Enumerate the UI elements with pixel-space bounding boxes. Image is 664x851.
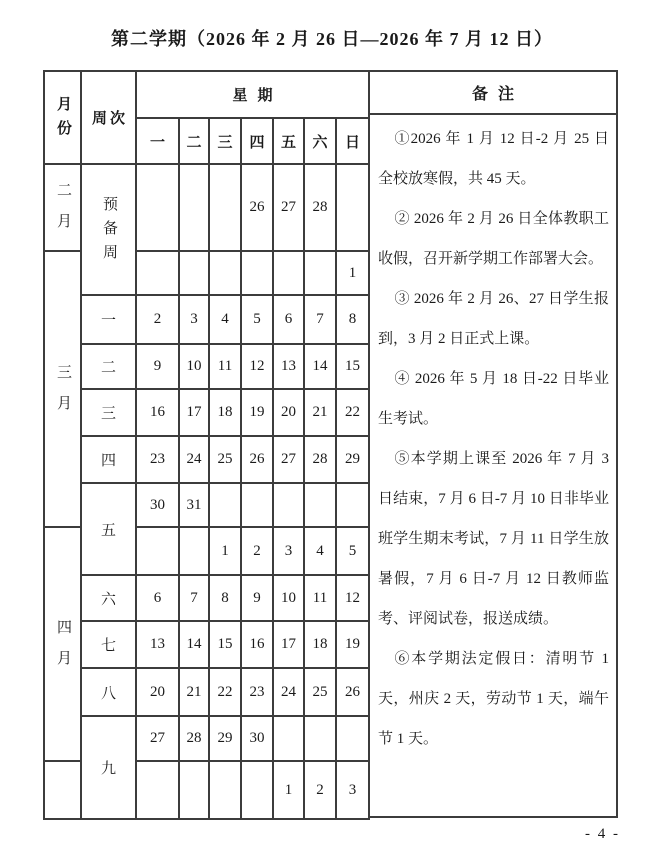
date-cell: 6 [136, 575, 179, 621]
date-cell: 24 [179, 436, 209, 483]
date-cell [273, 251, 304, 295]
date-cell [136, 761, 179, 819]
date-cell: 12 [241, 344, 273, 389]
date-cell: 9 [241, 575, 273, 621]
date-cell: 28 [304, 436, 336, 483]
week-label-prep: 预备周 [81, 164, 136, 295]
date-cell: 9 [136, 344, 179, 389]
weekday-header-sun: 日 [336, 118, 369, 164]
date-cell: 11 [209, 344, 241, 389]
page-title: 第二学期（2026 年 2 月 26 日—2026 年 7 月 12 日） [111, 29, 553, 49]
date-cell: 13 [273, 344, 304, 389]
date-cell [304, 251, 336, 295]
date-cell: 5 [241, 295, 273, 344]
date-cell [241, 251, 273, 295]
notes-column [370, 70, 618, 818]
date-cell: 3 [179, 295, 209, 344]
week-column-header: 周次 [81, 71, 136, 164]
date-cell: 20 [136, 668, 179, 716]
week-label-4: 四 [81, 436, 136, 483]
weekday-group-header: 星期 [136, 71, 369, 118]
date-cell: 27 [136, 716, 179, 761]
date-cell [179, 251, 209, 295]
date-cell: 4 [304, 527, 336, 575]
date-cell: 3 [273, 527, 304, 575]
date-cell: 10 [179, 344, 209, 389]
date-cell: 29 [209, 716, 241, 761]
note-item-2: ② 2026 年 2 月 26 日全体教职工收假，召开新学期工作部署大会。 [378, 211, 609, 267]
date-cell [179, 527, 209, 575]
date-cell [179, 164, 209, 251]
date-cell: 2 [304, 761, 336, 819]
table-row [44, 668, 369, 716]
date-cell [136, 527, 179, 575]
calendar-grid [43, 70, 370, 820]
notes-header: 备注 [370, 72, 616, 115]
date-cell: 10 [273, 575, 304, 621]
date-cell: 30 [136, 483, 179, 527]
table-row [44, 295, 369, 344]
date-cell: 28 [179, 716, 209, 761]
date-cell: 1 [336, 251, 369, 295]
weekday-header-mon: 一 [136, 118, 179, 164]
table-row [44, 575, 369, 621]
note-item-5: ⑤本学期上课至 2026 年 7 月 3 日结束，7 月 6 日-7 月 10 日非毕业班学生期末考试，7 月 11 日学生放暑假，7 月 6 日-7 月 12 日教师监考、评阅试卷，报送成绩。 [378, 451, 609, 627]
date-cell: 22 [336, 389, 369, 436]
date-cell: 20 [273, 389, 304, 436]
date-cell [209, 761, 241, 819]
date-cell [241, 761, 273, 819]
date-cell: 12 [336, 575, 369, 621]
week-label-1: 一 [81, 295, 136, 344]
table-row [44, 389, 369, 436]
date-cell [241, 483, 273, 527]
date-cell [273, 716, 304, 761]
table-row [44, 621, 369, 668]
date-cell [336, 483, 369, 527]
date-cell: 21 [304, 389, 336, 436]
date-cell [209, 483, 241, 527]
date-cell: 18 [304, 621, 336, 668]
date-cell [336, 716, 369, 761]
date-cell: 17 [273, 621, 304, 668]
date-cell [304, 716, 336, 761]
date-cell [179, 761, 209, 819]
date-cell: 2 [136, 295, 179, 344]
date-cell: 22 [209, 668, 241, 716]
date-cell: 1 [273, 761, 304, 819]
date-cell: 26 [241, 164, 273, 251]
date-cell [273, 483, 304, 527]
note-item-6: ⑥本学期法定假日：清明节 1 天，州庆 2 天，劳动节 1 天，端午节 1 天。 [378, 651, 609, 747]
date-cell: 19 [241, 389, 273, 436]
week-label-5: 五 [81, 483, 136, 575]
weekday-header-wed: 三 [209, 118, 241, 164]
table-row [44, 483, 369, 527]
date-cell [336, 164, 369, 251]
month-label-empty [44, 761, 81, 819]
week-label-3: 三 [81, 389, 136, 436]
week-label-7: 七 [81, 621, 136, 668]
date-cell: 16 [136, 389, 179, 436]
month-label-apr: 四月 [44, 527, 81, 761]
date-cell: 16 [241, 621, 273, 668]
date-cell: 30 [241, 716, 273, 761]
notes-body [370, 115, 616, 816]
week-label-6: 六 [81, 575, 136, 621]
date-cell: 31 [179, 483, 209, 527]
date-cell: 8 [336, 295, 369, 344]
month-label-mar: 三月 [44, 251, 81, 527]
date-cell: 21 [179, 668, 209, 716]
date-cell: 14 [179, 621, 209, 668]
date-cell: 7 [304, 295, 336, 344]
date-cell: 18 [209, 389, 241, 436]
date-cell [136, 251, 179, 295]
date-cell [209, 251, 241, 295]
week-label-8: 八 [81, 668, 136, 716]
weekday-header-fri: 五 [273, 118, 304, 164]
date-cell: 15 [209, 621, 241, 668]
table-row [44, 716, 369, 761]
date-cell: 8 [209, 575, 241, 621]
date-cell: 27 [273, 436, 304, 483]
month-column-header: 月份 [44, 71, 81, 164]
date-cell: 4 [209, 295, 241, 344]
date-cell: 23 [241, 668, 273, 716]
note-item-1: ①2026 年 1 月 12 日-2 月 25 日全校放寒假，共 45 天。 [378, 131, 609, 187]
date-cell: 23 [136, 436, 179, 483]
week-label-2: 二 [81, 344, 136, 389]
date-cell: 15 [336, 344, 369, 389]
date-cell: 26 [241, 436, 273, 483]
date-cell: 1 [209, 527, 241, 575]
date-cell: 5 [336, 527, 369, 575]
date-cell: 7 [179, 575, 209, 621]
weekday-header-thu: 四 [241, 118, 273, 164]
date-cell: 17 [179, 389, 209, 436]
date-cell [304, 483, 336, 527]
date-cell: 25 [209, 436, 241, 483]
date-cell: 14 [304, 344, 336, 389]
date-cell: 11 [304, 575, 336, 621]
note-item-4: ④ 2026 年 5 月 18 日-22 日毕业生考试。 [378, 371, 609, 427]
weekday-header-sat: 六 [304, 118, 336, 164]
date-cell [209, 164, 241, 251]
date-cell: 28 [304, 164, 336, 251]
date-cell: 6 [273, 295, 304, 344]
date-cell: 27 [273, 164, 304, 251]
table-row [44, 344, 369, 389]
date-cell [136, 164, 179, 251]
weekday-header-tue: 二 [179, 118, 209, 164]
note-item-3: ③ 2026 年 2 月 26、27 日学生报到，3 月 2 日正式上课。 [378, 291, 609, 347]
page-number: - 4 - [585, 826, 620, 842]
month-label-feb: 二月 [44, 164, 81, 251]
week-label-9: 九 [81, 716, 136, 819]
date-cell: 29 [336, 436, 369, 483]
date-cell: 3 [336, 761, 369, 819]
semester-calendar-table [43, 70, 618, 818]
date-cell: 13 [136, 621, 179, 668]
date-cell: 2 [241, 527, 273, 575]
date-cell: 25 [304, 668, 336, 716]
table-row [44, 436, 369, 483]
date-cell: 24 [273, 668, 304, 716]
date-cell: 19 [336, 621, 369, 668]
date-cell: 26 [336, 668, 369, 716]
table-row [44, 164, 369, 251]
